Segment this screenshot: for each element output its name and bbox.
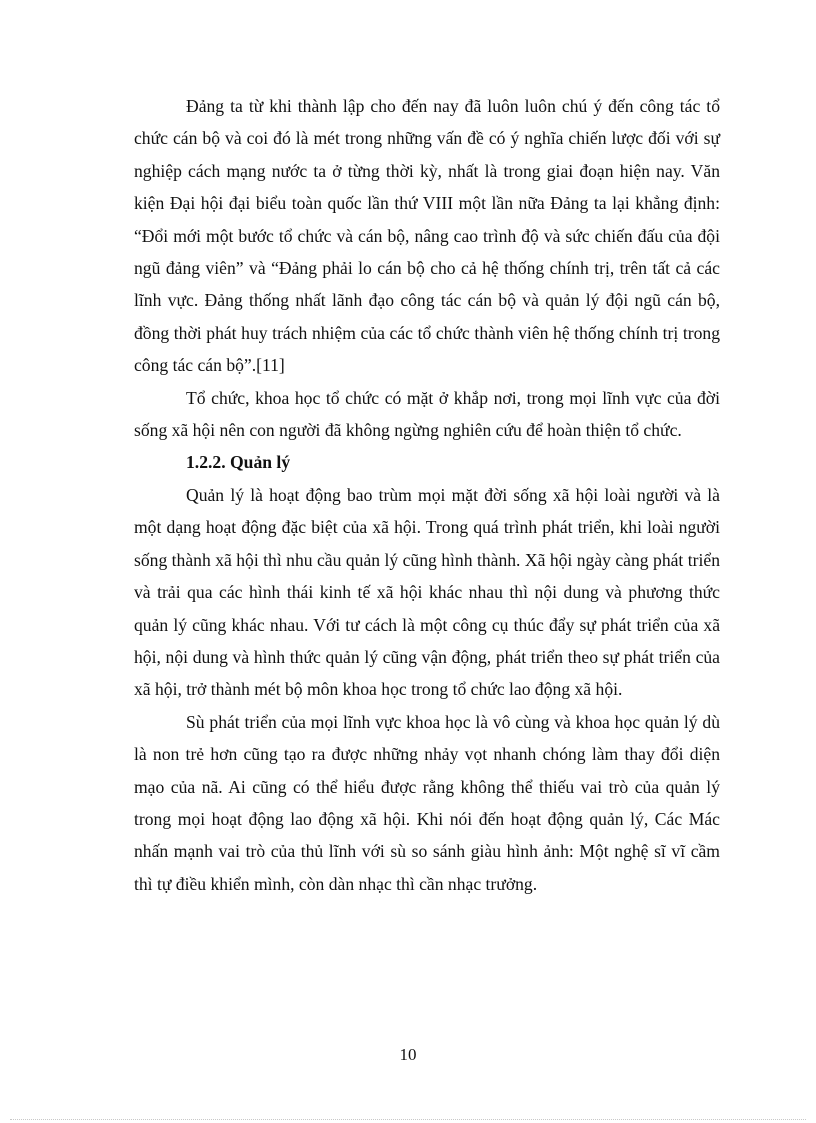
paragraph-party-cadre-work: Đảng ta từ khi thành lập cho đến nay đã luôn luôn chú ý đến công tác tổ chức cán bộ và coi đó là mét trong những vấn đề có ý nghĩa chiến lược đối với sự nghiệp cách mạng nước ta ở từng thời kỳ, nhất là trong giai đoạn hiện nay. Văn kiện Đại hội đại biểu toàn quốc lần thứ VIII một lần nữa Đảng ta lại khẳng định: “Đổi mới một bước tổ chức và cán bộ, nâng cao trình độ và sức chiến đấu của đội ngũ đảng viên” và “Đảng phải lo cán bộ cho cả hệ thống chính trị, trên tất cả các lĩnh vực. Đảng thống nhất lãnh đạo công tác cán bộ và quản lý đội ngũ cán bộ, đồng thời phát huy trách nhiệm của các tổ chức thành viên hệ thống chính trị trong công tác cán bộ”.[11] xyxy=(134,96,720,376)
paragraph-organization-science: Tổ chức, khoa học tổ chức có mặt ở khắp nơi, trong mọi lĩnh vực của đời sống xã hội nên con người đã không ngừng nghiên cứu để hoàn thiện tổ chức. xyxy=(134,387,720,441)
paragraph-management-development: Sù phát triển của mọi lĩnh vực khoa học là vô cùng và khoa học quản lý dù là non trẻ hơn cũng tạo ra được những nhảy vọt nhanh chóng làm thay đổi diện mạo của nã. Ai cũng có thể hiểu được rằng không thể thiếu vai trò của quản lý trong mọi hoạt động lao động xã hội. Khi nói đến hoạt động quản lý, Các Mác nhấn mạnh vai trò của thủ lĩnh với sù so sánh giàu hình ảnh: Một nghệ sĩ vĩ cầm thì tự điều khiển mình, còn dàn nhạc thì cần nhạc trưởng. xyxy=(134,711,720,894)
paragraph-management-definition: Quản lý là hoạt động bao trùm mọi mặt đời sống xã hội loài người và là một dạng hoạt động đặc biệt của xã hội. Trong quá trình phát triển, khi loài người sống thành xã hội thì nhu cầu quản lý cũng hình thành. Xã hội ngày càng phát triển và trải qua các hình thái kinh tế xã hội khác nhau thì nội dung và phương thức quản lý cũng khác nhau. Với tư cách là một công cụ thúc đẩy sự phát triển của xã hội, nội dung và hình thức quản lý cũng vận động, phát triển theo sự phát triển của xã hội, trở thành mét bộ môn khoa học trong tổ chức lao động xã hội. xyxy=(134,484,720,700)
footer-dotted-rule xyxy=(10,1119,806,1120)
page-number: 10 xyxy=(399,1045,417,1064)
section-heading: 1.2.2. Quản lý xyxy=(186,452,291,473)
page-body xyxy=(134,90,720,900)
